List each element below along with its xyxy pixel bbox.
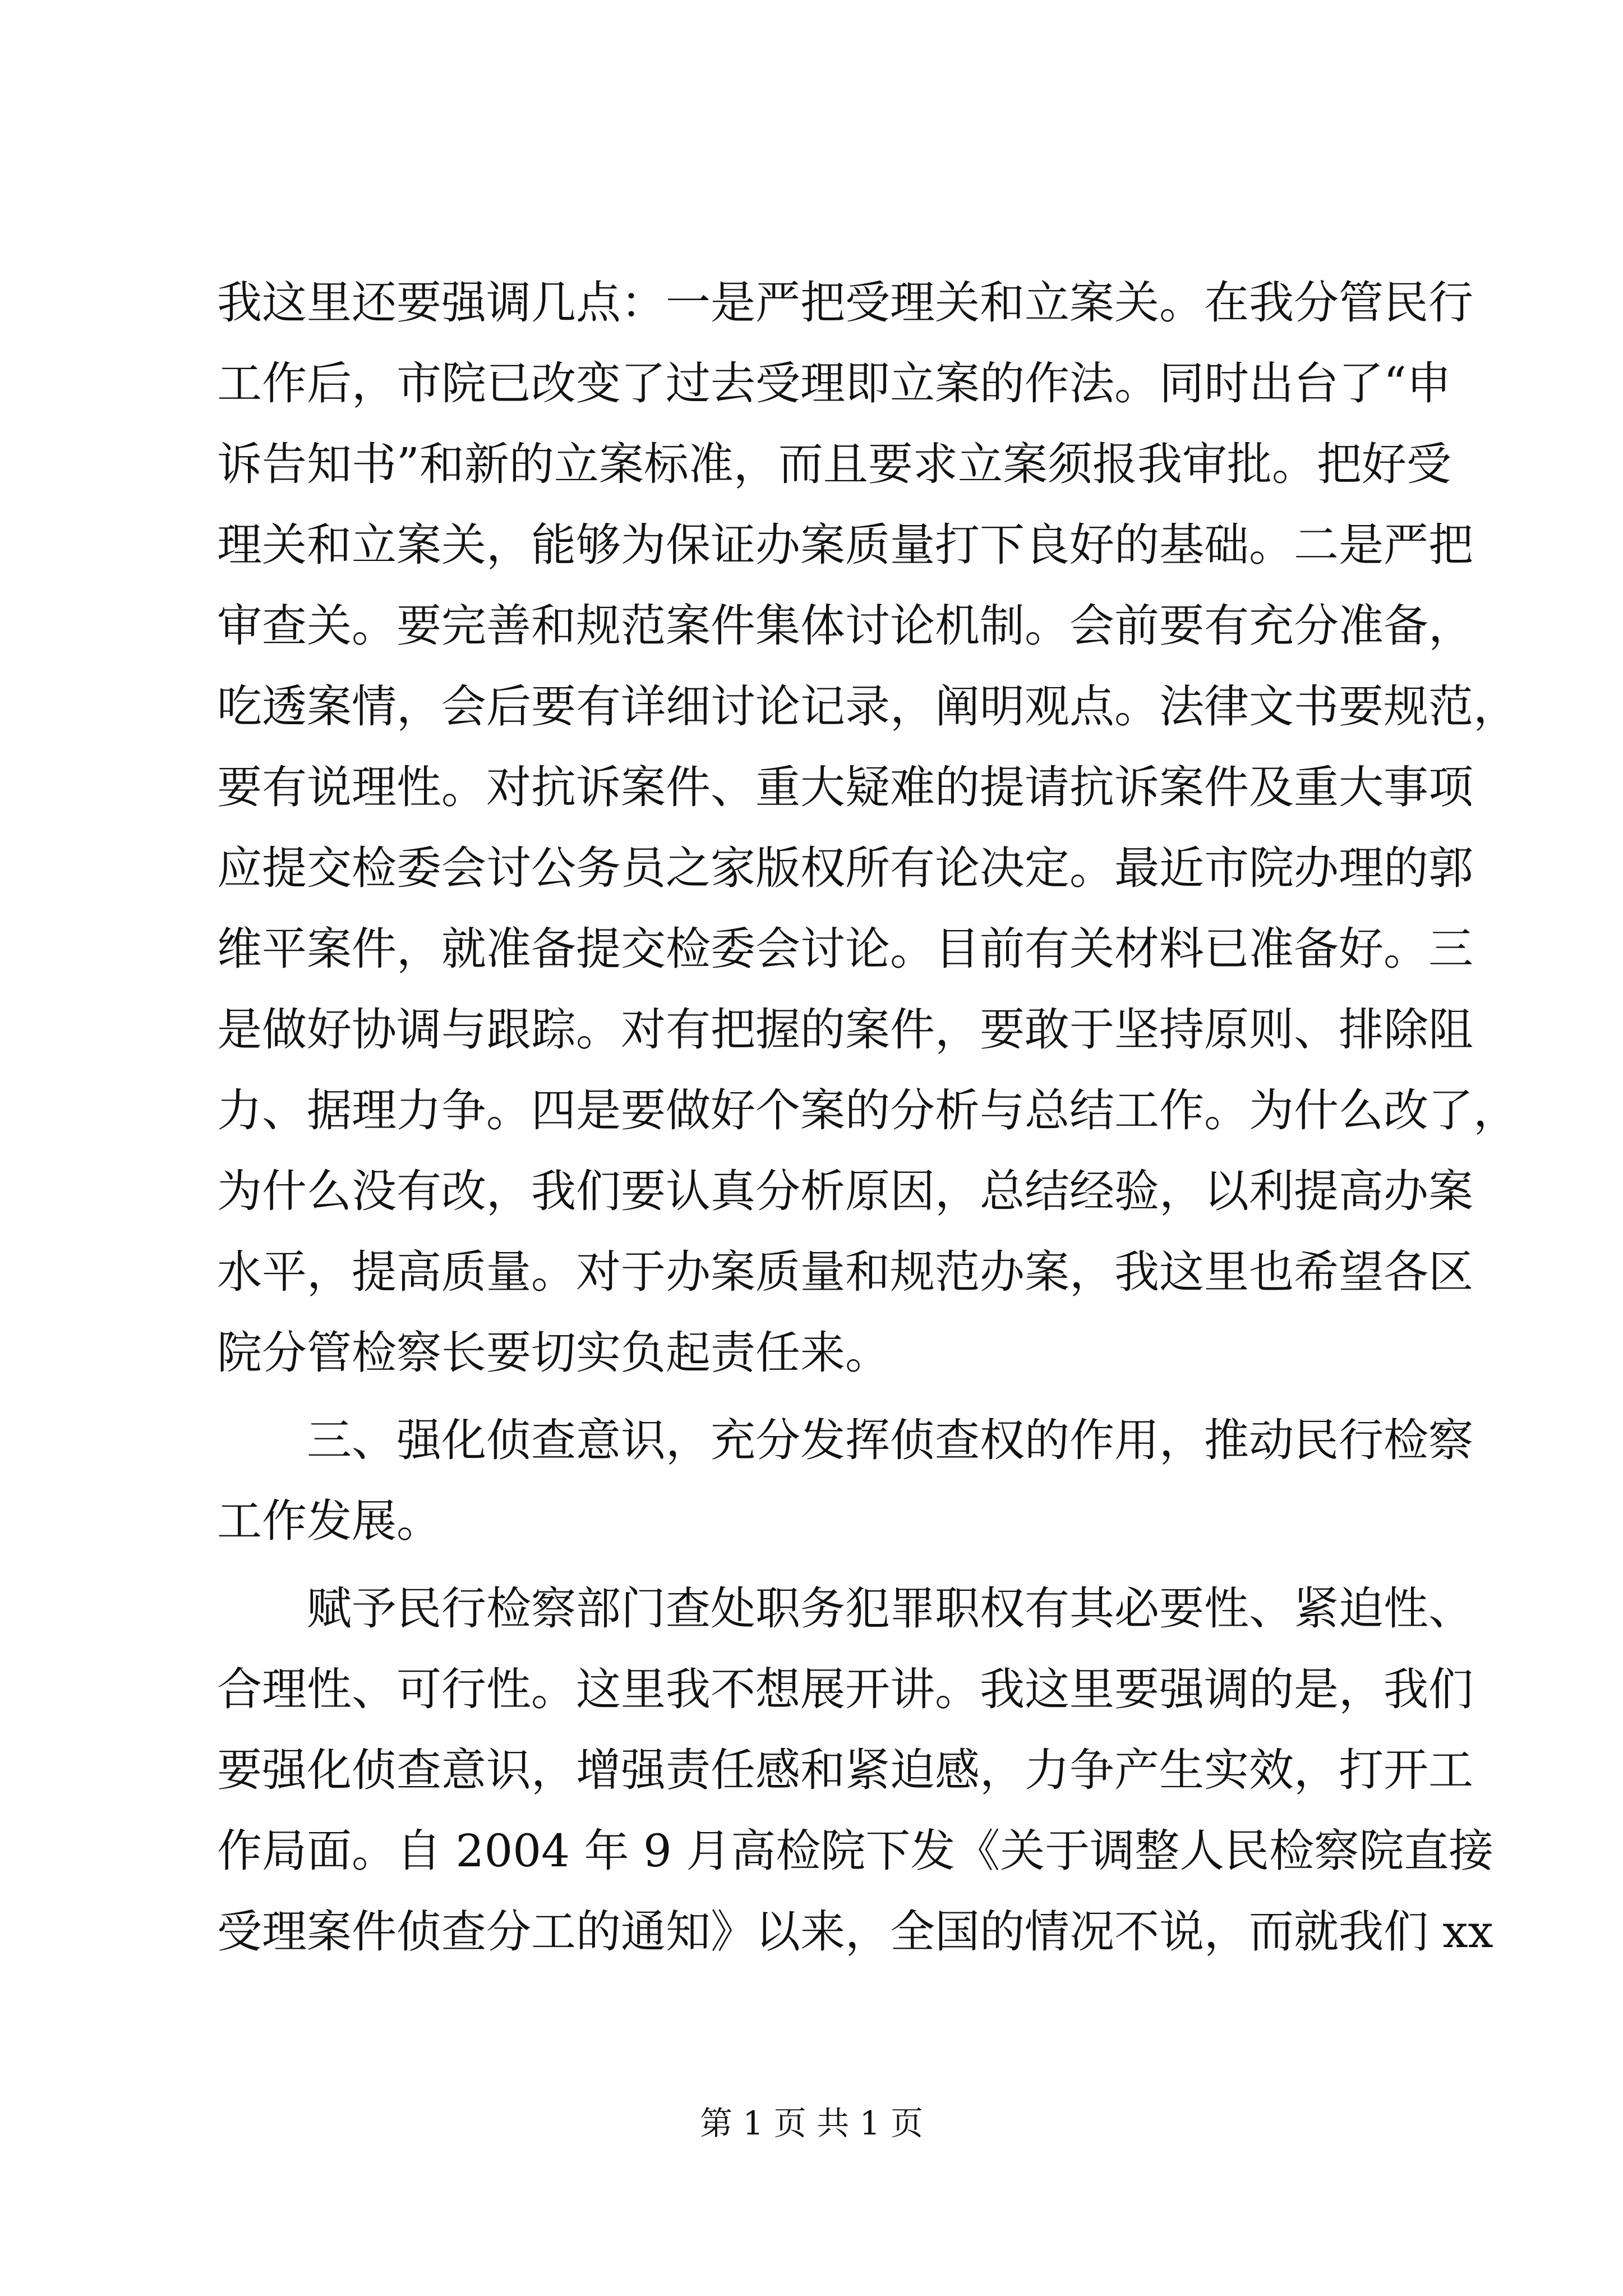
- section-heading-3: [217, 1400, 1473, 1562]
- paragraph-1: [217, 263, 1518, 1393]
- text-line: 工作发展。: [217, 1495, 441, 1547]
- text-line: 作局面。自 2004 年 9 月高检院下发《关于调整人民检察院直接: [217, 1825, 1494, 1877]
- page-footer: [0, 2101, 1623, 2146]
- text-line: 合理性、可行性。这里我不想展开讲。我这里要强调的是，我们: [217, 1663, 1473, 1715]
- text-line: 力、据理力争。四是要做好个案的分析与总结工作。为什么改了，: [217, 1084, 1518, 1137]
- text-line: 吃透案情，会后要有详细讨论记录，阐明观点。法律文书要规范，: [217, 680, 1518, 733]
- text-line: 工作后，市院已改变了过去受理即立案的作法。同时出台了“申: [217, 357, 1451, 409]
- paragraph-3: [217, 1568, 1494, 1972]
- text-line: 理关和立案关，能够为保证办案质量打下良好的基础。二是严把: [217, 519, 1473, 571]
- text-line: 受理案件侦查分工的通知》以来，全国的情况不说，而就我们 xx: [217, 1906, 1493, 1958]
- page-number-label: 第 1 页 共 1 页: [700, 2104, 923, 2142]
- text-line: 要强化侦查意识，增强责任感和紧迫感，力争产生实效，打开工: [217, 1744, 1473, 1796]
- text-line: 要有说理性。对抗诉案件、重大疑难的提请抗诉案件及重大事项: [217, 761, 1473, 813]
- text-line: 诉告知书”和新的立案标准，而且要求立案须报我审批。把好受: [217, 438, 1451, 490]
- text-line: 为什么没有改，我们要认真分析原因，总结经验，以利提高办案: [217, 1165, 1473, 1217]
- text-line: 审查关。要完善和规范案件集体讨论机制。会前要有充分准备，: [217, 600, 1473, 652]
- document-body: [217, 263, 1518, 1972]
- text-line: 赋予民行检察部门查处职务犯罪职权有其必要性、紧迫性、: [307, 1582, 1473, 1635]
- text-line: 水平，提高质量。对于办案质量和规范办案，我这里也希望各区: [217, 1246, 1473, 1298]
- paragraph-spacer: [217, 1393, 1414, 1400]
- text-line: 院分管检察长要切实负起责任来。: [217, 1327, 890, 1379]
- text-line: 我这里还要强调几点：一是严把受理关和立案关。在我分管民行: [217, 277, 1473, 329]
- text-line: 维平案件，就准备提交检委会讨论。目前有关材料已准备好。三: [217, 923, 1473, 975]
- text-line: 应提交检委会讨公务员之家版权所有论决定。最近市院办理的郭: [217, 842, 1473, 894]
- text-line: 三、强化侦查意识，充分发挥侦查权的作用，推动民行检察: [307, 1414, 1473, 1466]
- paragraph-spacer: [217, 1562, 1414, 1568]
- text-line: 是做好协调与跟踪。对有把握的案件，要敢于坚持原则、排除阻: [217, 1004, 1473, 1056]
